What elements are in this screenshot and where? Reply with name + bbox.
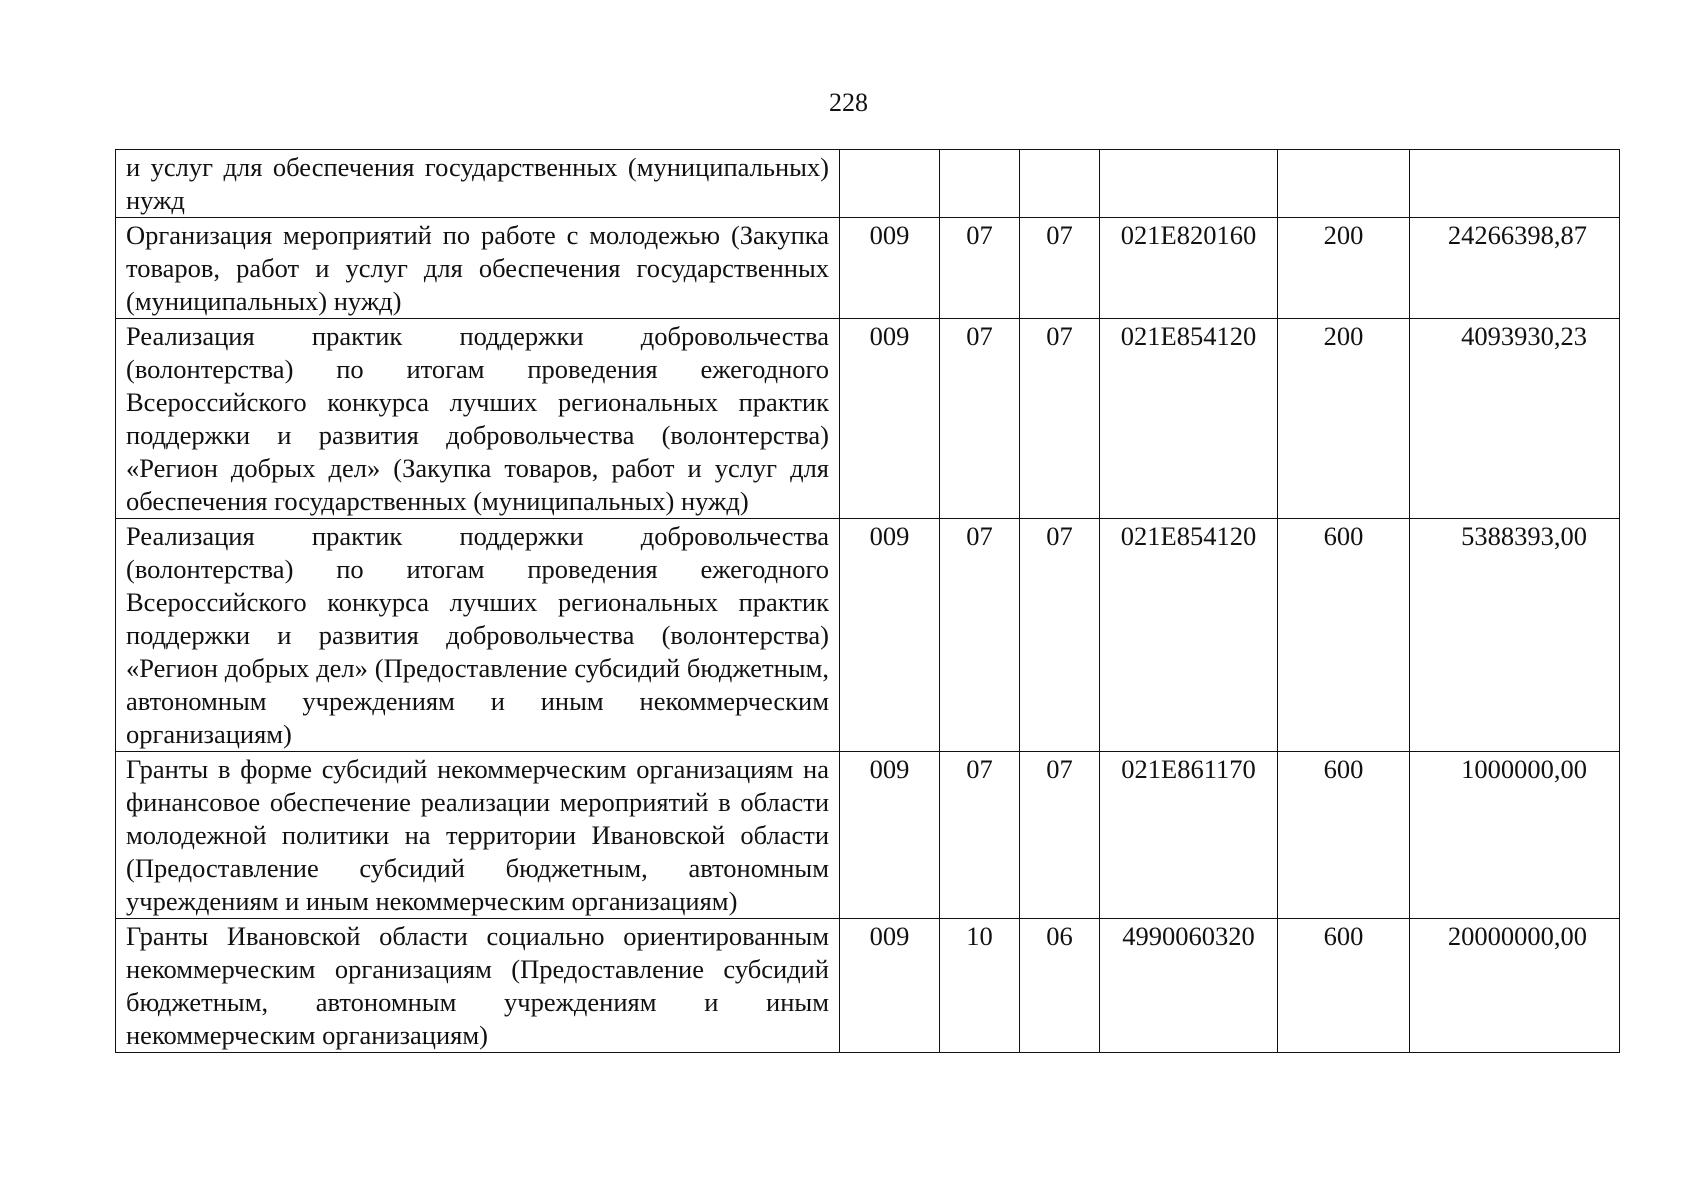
- expense-type-code: 600: [1278, 919, 1410, 1053]
- table-row: [116, 319, 1620, 519]
- expense-type-code: [1278, 150, 1410, 218]
- subsection-code: 07: [1020, 319, 1100, 519]
- section-code: [940, 150, 1020, 218]
- subsection-code: 06: [1020, 919, 1100, 1053]
- row-description: Реализация практик поддержки добровольчества (волонтерства) по итогам проведения ежегодного Всероссийского конкурса лучших региональных практик поддержки и развития добровольчества (волонтерства) «Регион добрых дел» (Предоставление субсидий бюджетным, автономным учреждениям и иным некоммерческим организациям): [116, 519, 840, 752]
- subsection-code: [1020, 150, 1100, 218]
- expense-type-code: 600: [1278, 752, 1410, 919]
- section-code: 07: [940, 319, 1020, 519]
- ministry-code: 009: [840, 319, 940, 519]
- budget-table: [115, 149, 1620, 1053]
- subsection-code: 07: [1020, 519, 1100, 752]
- table-row: [116, 919, 1620, 1053]
- target-article-code: 021E854120: [1100, 519, 1278, 752]
- subsection-code: 07: [1020, 752, 1100, 919]
- table-row: [116, 150, 1620, 218]
- amount: 5388393,00: [1410, 519, 1620, 752]
- target-article-code: 021E820160: [1100, 218, 1278, 319]
- row-description: Организация мероприятий по работе с молодежью (Закупка товаров, работ и услуг для обеспечения государственных (муниципальных) нужд): [116, 218, 840, 319]
- target-article-code: 021E861170: [1100, 752, 1278, 919]
- expense-type-code: 200: [1278, 218, 1410, 319]
- table-row: [116, 218, 1620, 319]
- table-row: [116, 519, 1620, 752]
- amount: 20000000,00: [1410, 919, 1620, 1053]
- ministry-code: [840, 150, 940, 218]
- amount: 1000000,00: [1410, 752, 1620, 919]
- target-article-code: 4990060320: [1100, 919, 1278, 1053]
- ministry-code: 009: [840, 752, 940, 919]
- ministry-code: 009: [840, 919, 940, 1053]
- row-description: и услуг для обеспечения государственных (муниципальных) нужд: [116, 150, 840, 218]
- ministry-code: 009: [840, 519, 940, 752]
- section-code: 07: [940, 752, 1020, 919]
- amount: 4093930,23: [1410, 319, 1620, 519]
- amount: [1410, 150, 1620, 218]
- section-code: 07: [940, 519, 1020, 752]
- row-description: Гранты Ивановской области социально ориентированным некоммерческим организациям (Предоставление субсидий бюджетным, автономным учреждениям и иным некоммерческим организациям): [116, 919, 840, 1053]
- table-row: [116, 752, 1620, 919]
- amount: 24266398,87: [1410, 218, 1620, 319]
- subsection-code: 07: [1020, 218, 1100, 319]
- ministry-code: 009: [840, 218, 940, 319]
- section-code: 07: [940, 218, 1020, 319]
- expense-type-code: 200: [1278, 319, 1410, 519]
- expense-type-code: 600: [1278, 519, 1410, 752]
- section-code: 10: [940, 919, 1020, 1053]
- target-article-code: 021E854120: [1100, 319, 1278, 519]
- target-article-code: [1100, 150, 1278, 218]
- page-number: 228: [829, 88, 868, 117]
- row-description: Гранты в форме субсидий некоммерческим организациям на финансовое обеспечение реализации мероприятий в области молодежной политики на территории Ивановской области (Предоставление субсидий бюджетным, автономным учреждениям и иным некоммерческим организациям): [116, 752, 840, 919]
- row-description: Реализация практик поддержки добровольчества (волонтерства) по итогам проведения ежегодного Всероссийского конкурса лучших региональных практик поддержки и развития добровольчества (волонтерства) «Регион добрых дел» (Закупка товаров, работ и услуг для обеспечения государственных (муниципальных) нужд): [116, 319, 840, 519]
